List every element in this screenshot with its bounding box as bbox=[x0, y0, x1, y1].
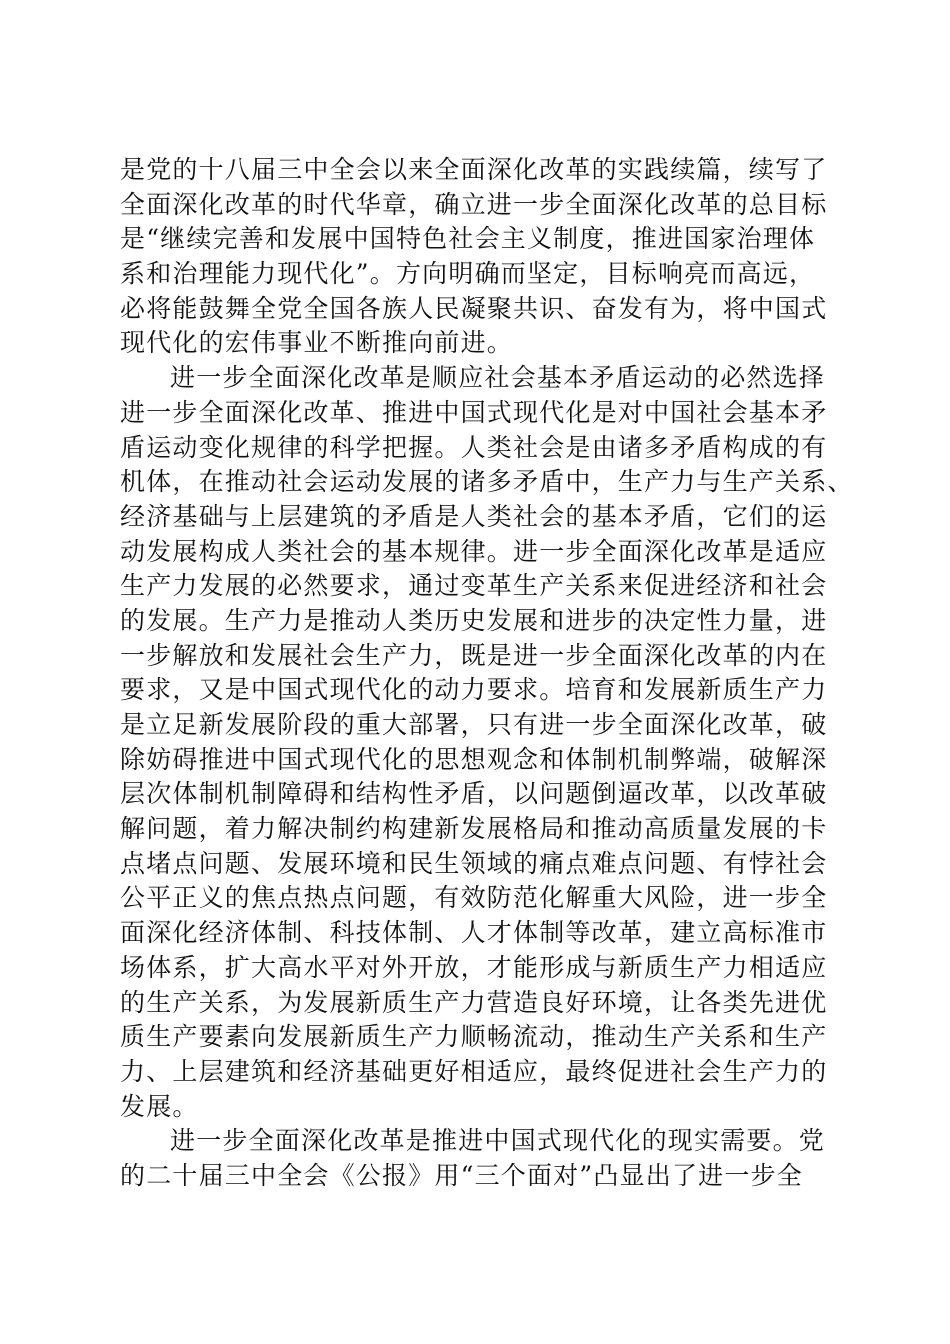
paragraph-3 bbox=[120, 1124, 840, 1193]
text-line: 点堵点问题、发展环境和民生领域的痛点难点问题、有悖社会 bbox=[120, 848, 828, 878]
text-line: 是“继续完善和发展中国特色社会主义制度，推进国家治理体 bbox=[120, 224, 816, 254]
text-line: 公平正义的焦点热点问题，有效防范化解重大风险，进一步全 bbox=[120, 883, 828, 913]
paragraph-2 bbox=[120, 361, 854, 1124]
text-line: 盾运动变化规律的科学把握。人类社会是由诸多矛盾构成的有 bbox=[120, 432, 828, 462]
text-line: 是立足新发展阶段的重大部署，只有进一步全面深化改革，破 bbox=[120, 710, 828, 739]
text-line: 发展。 bbox=[120, 1091, 199, 1121]
text-line: 进一步全面深化改革是顺应社会基本矛盾运动的必然选择 bbox=[170, 363, 826, 393]
text-line: 的发展。生产力是推动人类历史发展和进步的决定性力量，进 bbox=[120, 605, 828, 635]
text-line: 力、上层建筑和经济基础更好相适应，最终促进社会生产力的 bbox=[120, 1056, 828, 1086]
text-line: 面深化经济体制、科技体制、人才体制等改革，建立高标准市 bbox=[120, 918, 828, 948]
text-line: 质生产要素向发展新质生产力顺畅流动，推动生产关系和生产 bbox=[120, 1022, 828, 1052]
text-line: 现代化的宏伟事业不断推向前进。 bbox=[120, 328, 514, 358]
text-line: 生产力发展的必然要求，通过变革生产关系来促进经济和社会 bbox=[120, 571, 828, 601]
text-line: 一步解放和发展社会生产力，既是进一步全面深化改革的内在 bbox=[120, 640, 828, 670]
text-line: 的生产关系，为发展新质生产力营造良好环境，让各类先进优 bbox=[120, 987, 828, 1017]
text-line: 全面深化改革的时代华章，确立进一步全面深化改革的总目标 bbox=[120, 189, 828, 219]
text-line: 要求，又是中国式现代化的动力要求。培育和发展新质生产力 bbox=[120, 675, 828, 705]
text-line: 经济基础与上层建筑的矛盾是人类社会的基本矛盾，它们的运 bbox=[120, 501, 828, 531]
text-line: 进一步全面深化改革、推进中国式现代化是对中国社会基本矛 bbox=[120, 397, 828, 427]
text-line: 是党的十八届三中全会以来全面深化改革的实践续篇，续写了 bbox=[120, 155, 828, 184]
text-line: 动发展构成人类社会的基本规律。进一步全面深化改革是适应 bbox=[120, 536, 828, 566]
text-line: 必将能鼓舞全党全国各族人民凝聚共识、奋发有为，将中国式 bbox=[120, 293, 828, 323]
text-line: 除妨碍推进中国式现代化的思想观念和体制机制弊端，破解深 bbox=[120, 744, 828, 774]
text-line: 进一步全面深化改革是推进中国式现代化的现实需要。党 bbox=[170, 1126, 826, 1156]
text-line: 解问题，着力解决制约构建新发展格局和推动高质量发展的卡 bbox=[120, 814, 828, 844]
text-line: 层次体制机制障碍和结构性矛盾，以问题倒逼改革，以改革破 bbox=[120, 779, 828, 809]
text-line: 的二十届三中全会《公报》用“三个面对”凸显出了进一步全 bbox=[120, 1160, 803, 1190]
body-text bbox=[120, 153, 854, 1194]
paragraph-1 bbox=[120, 153, 840, 361]
text-line: 系和治理能力现代化”。方向明确而坚定，目标响亮而高远， bbox=[120, 259, 816, 289]
text-line: 场体系，扩大高水平对外开放，才能形成与新质生产力相适应 bbox=[120, 952, 828, 982]
text-line: 机体，在推动社会运动发展的诸多矛盾中，生产力与生产关系、 bbox=[120, 467, 854, 497]
